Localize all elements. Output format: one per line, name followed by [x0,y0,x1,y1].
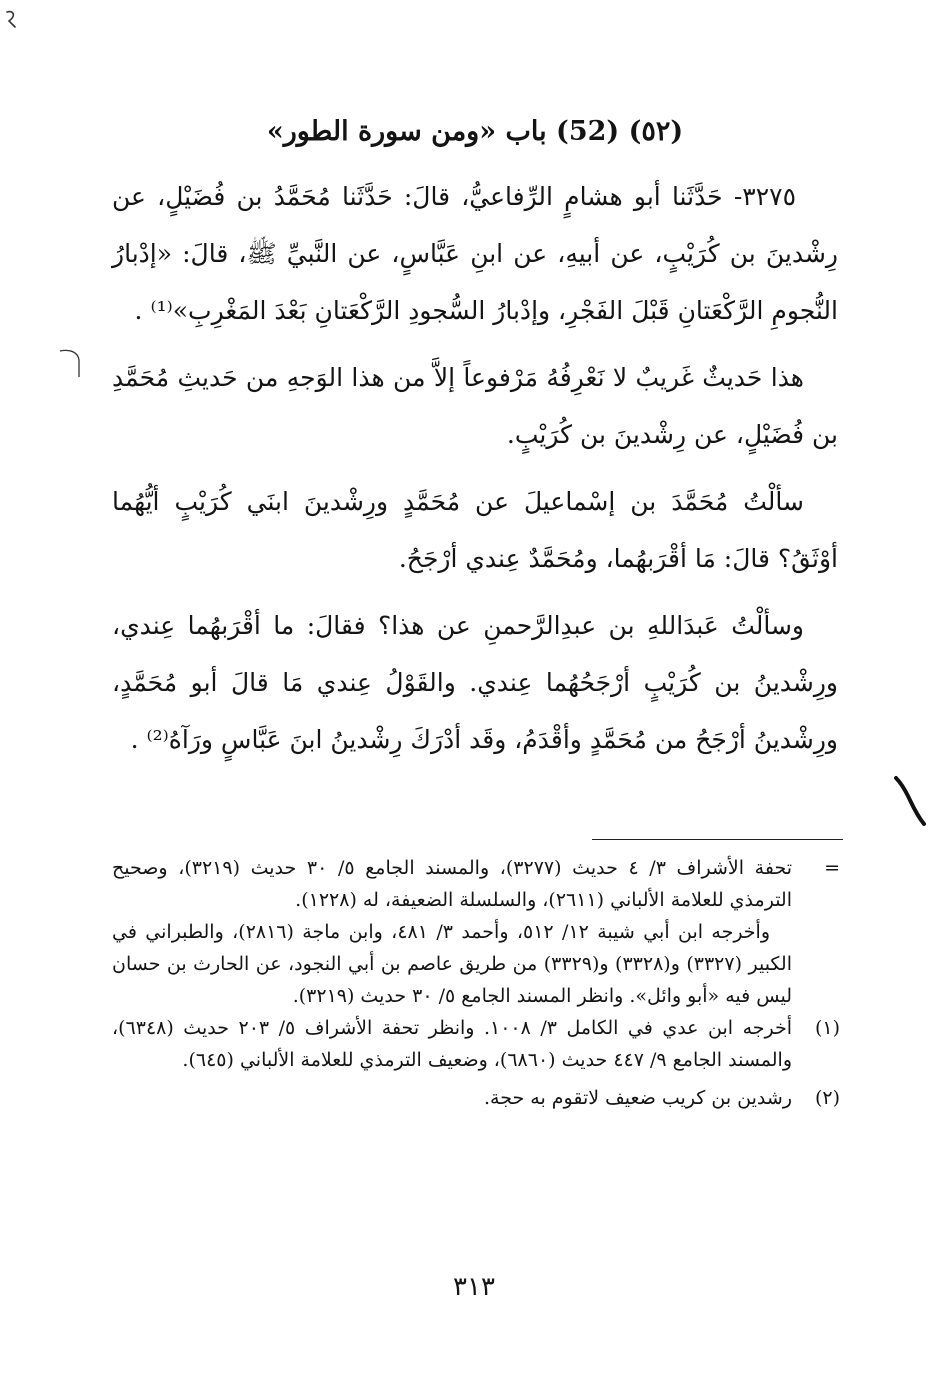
commentary-paragraph: هذا حَديثٌ غَريبٌ لا نَعْرِفُهُ مَرْفوعاً إلاَّ من هذا الوَجهِ من حَديثِ مُحَمَّدِ بن فُضَيْلٍ، عن رِشْدينَ بن كُرَيْبٍ. [112,363,838,449]
footnote-continuation-text: وأخرجه ابن أبي شيبة ١٢/ ٥١٢، وأحمد ٣/ ٤٨١، وابن ماجة (٢٨١٦)، والطبراني في الكبير (٣٣٢٧) و(٣٣٢٨) و(٣٣٢٩) من طريق عاصم بن أبي النجود، عن الحارث بن حسان ليس فيه «أبو وائل». وانظر المسند الجامع ٥/ ٣٠ حديث (٣٢١٩). [112,921,792,1007]
footnote-text: رشدين بن كريب ضعيف لاتقوم به حجة. [483,1087,792,1109]
footnotes [112,852,840,1114]
page-number: ٣١٣ [453,1272,495,1302]
footnote-marker: (٢) [814,1087,840,1109]
margin-pen-stroke [890,772,930,828]
footnote-text: أخرجه ابن عدي في الكامل ٣/ ١٠٠٨. وانظر تحفة الأشراف ٥/ ٢٠٣ حديث (٦٣٤٨)، والمسند الجامع ٩/ ٤٤٧ حديث (٦٨٦٠)، وضعيف الترمذي للعلامة الألباني (٦٤٥). [112,1017,793,1071]
footnote-marker: (١) [814,1017,840,1039]
footnote-1 [112,1012,840,1076]
chapter-title: (٥٢) (52) باب «ومن سورة الطور» [266,116,684,147]
footnote-separator [592,839,843,840]
hadith-paragraph: ٣٢٧٥- حَدَّثَنا أبو هشامٍ الرِّفاعيُّ، قالَ: حَدَّثَنا مُحَمَّدُ بن فُضَيْلٍ، عن رِشْدينَ بن كُرَيْبٍ، عن أبيهِ، عن ابنِ عَبَّاسٍ، عن النَّبيِّ ﷺ، قالَ: «إدْبارُ النُّجومِ الرَّكْعَتانِ قَبْلَ الفَجْرِ، وإدْبارُ السُّجودِ الرَّكْعَتانِ بَعْدَ المَغْرِبِ»⁽¹⁾ . [112,182,838,325]
footnote-text: تحفة الأشراف ٣/ ٤ حديث (٣٢٧٧)، والمسند الجامع ٥/ ٣٠ حديث (٣٢١٩)، وصحيح الترمذي للعلامة الألباني (٢٦١١)، والسلسلة الضعيفة، له (١٢٢٨). [112,857,793,911]
main-text [112,168,838,768]
footnote-2 [112,1082,840,1114]
commentary-paragraph: وسألْتُ عَبدَاللهِ بن عبدِالرَّحمنِ عن هذا؟ فقالَ: ما أقْرَبهُما عِندي، ورِشْدينُ بن كُرَيْبٍ أرْجَحُهُما عِندي. والقَوْلُ عِندي مَا قالَ أبو مُحَمَّدٍ، ورِشْدينُ أرْجَحُ من مُحَمَّدٍ وأقْدَمُ، وقَد أدْرَكَ رِشْدينُ ابنَ عَبَّاسٍ ورَآهُ⁽²⁾ . [112,611,838,754]
corner-pen-mark [4,8,18,30]
commentary-paragraph: سألْتُ مُحَمَّدَ بن إسْماعيلَ عن مُحَمَّدٍ ورِشْدينَ ابنَي كُرَيْبٍ أيُّهُما أوْثَقُ؟ قالَ: مَا أقْرَبهُما، ومُحَمَّدٌ عِندي أرْجَحُ. [112,487,838,573]
footnote-continuation [112,852,840,916]
margin-bracket-mark [58,346,84,380]
continuation-marker: = [824,857,840,879]
